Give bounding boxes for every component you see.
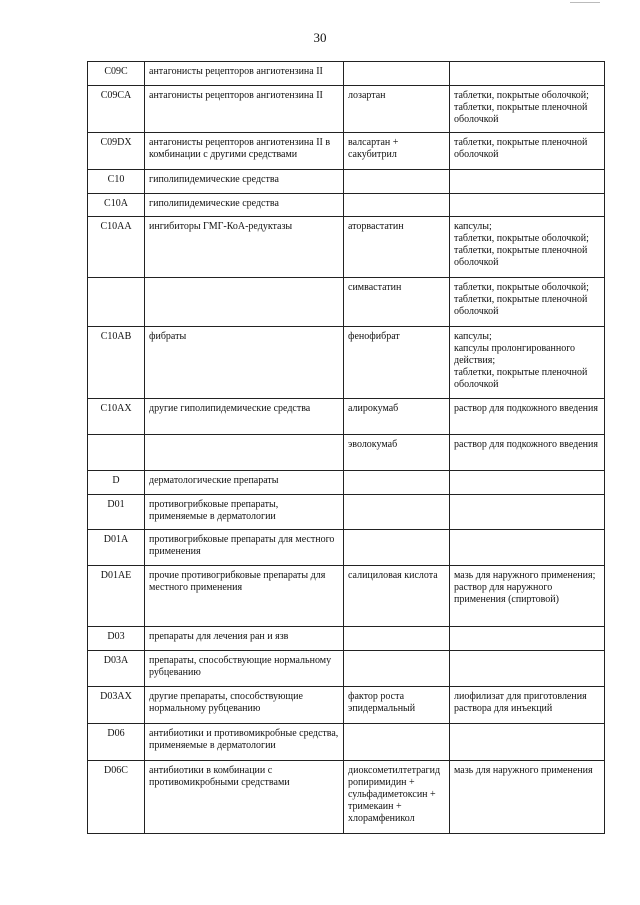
atc-code-cell: D01 bbox=[88, 495, 145, 530]
substance-cell: симвастатин bbox=[344, 278, 450, 327]
group-cell: противогрибковые препараты для местного применения bbox=[145, 530, 344, 566]
table-row bbox=[88, 687, 605, 724]
substance-cell: алирокумаб bbox=[344, 399, 450, 435]
table-row bbox=[88, 278, 605, 327]
substance-cell bbox=[344, 530, 450, 566]
table-row bbox=[88, 471, 605, 495]
substance-cell: эволокумаб bbox=[344, 435, 450, 471]
substance-cell bbox=[344, 471, 450, 495]
dosage-form-cell: таблетки, покрытые оболочкой; таблетки, покрытые пленочной оболочкой bbox=[450, 278, 605, 327]
dosage-form-cell: капсулы; капсулы пролонгированного действия; таблетки, покрытые пленочной оболочкой bbox=[450, 327, 605, 399]
table-row bbox=[88, 495, 605, 530]
group-cell bbox=[145, 278, 344, 327]
atc-code-cell: D03 bbox=[88, 627, 145, 651]
table-row bbox=[88, 724, 605, 761]
table-row bbox=[88, 217, 605, 278]
substance-cell bbox=[344, 724, 450, 761]
table-row bbox=[88, 86, 605, 133]
substance-cell bbox=[344, 651, 450, 687]
atc-code-cell: C10AA bbox=[88, 217, 145, 278]
dosage-form-cell bbox=[450, 724, 605, 761]
atc-code-cell: D01A bbox=[88, 530, 145, 566]
table-row bbox=[88, 327, 605, 399]
atc-code-cell: D bbox=[88, 471, 145, 495]
substance-cell: аторвастатин bbox=[344, 217, 450, 278]
atc-code-cell: D01AE bbox=[88, 566, 145, 627]
atc-code-cell: C09C bbox=[88, 62, 145, 86]
substance-cell: фактор роста эпидермальный bbox=[344, 687, 450, 724]
atc-code-cell: D03A bbox=[88, 651, 145, 687]
dosage-form-cell bbox=[450, 194, 605, 217]
group-cell: гиполипидемические средства bbox=[145, 170, 344, 194]
dosage-form-cell bbox=[450, 495, 605, 530]
atc-code-cell bbox=[88, 435, 145, 471]
dosage-form-cell: капсулы; таблетки, покрытые оболочкой; таблетки, покрытые пленочной оболочкой bbox=[450, 217, 605, 278]
dosage-form-cell: раствор для подкожного введения bbox=[450, 435, 605, 471]
group-cell: дерматологические препараты bbox=[145, 471, 344, 495]
atc-code-cell: C09DX bbox=[88, 133, 145, 170]
drug-classification-table bbox=[87, 61, 605, 834]
dosage-form-cell bbox=[450, 651, 605, 687]
dosage-form-cell bbox=[450, 471, 605, 495]
substance-cell bbox=[344, 627, 450, 651]
substance-cell bbox=[344, 62, 450, 86]
group-cell: гиполипидемические средства bbox=[145, 194, 344, 217]
dosage-form-cell: раствор для подкожного введения bbox=[450, 399, 605, 435]
group-cell: антагонисты рецепторов ангиотензина II в комбинации с другими средствами bbox=[145, 133, 344, 170]
group-cell: фибраты bbox=[145, 327, 344, 399]
dosage-form-cell: лиофилизат для приготовления раствора для инъекций bbox=[450, 687, 605, 724]
dosage-form-cell: таблетки, покрытые пленочной оболочкой bbox=[450, 133, 605, 170]
table-row bbox=[88, 194, 605, 217]
group-cell: антагонисты рецепторов ангиотензина II bbox=[145, 86, 344, 133]
group-cell: антагонисты рецепторов ангиотензина II bbox=[145, 62, 344, 86]
group-cell: другие препараты, способствующие нормальному рубцеванию bbox=[145, 687, 344, 724]
atc-code-cell: C10AX bbox=[88, 399, 145, 435]
dosage-form-cell bbox=[450, 530, 605, 566]
table-row bbox=[88, 170, 605, 194]
substance-cell: валсартан + сакубитрил bbox=[344, 133, 450, 170]
dosage-form-cell: мазь для наружного применения; раствор для наружного применения (спиртовой) bbox=[450, 566, 605, 627]
substance-cell bbox=[344, 170, 450, 194]
dosage-form-cell bbox=[450, 62, 605, 86]
atc-code-cell: C10 bbox=[88, 170, 145, 194]
atc-code-cell: D06 bbox=[88, 724, 145, 761]
group-cell: ингибиторы ГМГ-КоА-редуктазы bbox=[145, 217, 344, 278]
group-cell: антибиотики в комбинации с противомикробными средствами bbox=[145, 761, 344, 834]
atc-code-cell: C10A bbox=[88, 194, 145, 217]
table-row bbox=[88, 566, 605, 627]
group-cell bbox=[145, 435, 344, 471]
group-cell: противогрибковые препараты, применяемые в дерматологии bbox=[145, 495, 344, 530]
substance-cell: фенофибрат bbox=[344, 327, 450, 399]
group-cell: препараты, способствующие нормальному рубцеванию bbox=[145, 651, 344, 687]
group-cell: другие гиполипидемические средства bbox=[145, 399, 344, 435]
table-row bbox=[88, 651, 605, 687]
table-row bbox=[88, 530, 605, 566]
group-cell: антибиотики и противомикробные средства, применяемые в дерматологии bbox=[145, 724, 344, 761]
table-row bbox=[88, 62, 605, 86]
dosage-form-cell: мазь для наружного применения bbox=[450, 761, 605, 834]
table-row bbox=[88, 761, 605, 834]
scan-edge-mark bbox=[570, 0, 600, 3]
group-cell: препараты для лечения ран и язв bbox=[145, 627, 344, 651]
dosage-form-cell bbox=[450, 170, 605, 194]
atc-code-cell: C10AB bbox=[88, 327, 145, 399]
table-row bbox=[88, 627, 605, 651]
table-row bbox=[88, 399, 605, 435]
atc-code-cell bbox=[88, 278, 145, 327]
table-row bbox=[88, 435, 605, 471]
atc-code-cell: D06C bbox=[88, 761, 145, 834]
atc-code-cell: C09CA bbox=[88, 86, 145, 133]
atc-code-cell: D03AX bbox=[88, 687, 145, 724]
substance-cell: диоксометилтетрагидропиримидин + сульфадиметоксин + тримекаин + хлорамфеникол bbox=[344, 761, 450, 834]
substance-cell bbox=[344, 495, 450, 530]
substance-cell bbox=[344, 194, 450, 217]
group-cell: прочие противогрибковые препараты для местного применения bbox=[145, 566, 344, 627]
page-number: 30 bbox=[313, 30, 327, 45]
substance-cell: лозартан bbox=[344, 86, 450, 133]
dosage-form-cell: таблетки, покрытые оболочкой; таблетки, покрытые пленочной оболочкой bbox=[450, 86, 605, 133]
dosage-form-cell bbox=[450, 627, 605, 651]
table-row bbox=[88, 133, 605, 170]
substance-cell: салициловая кислота bbox=[344, 566, 450, 627]
